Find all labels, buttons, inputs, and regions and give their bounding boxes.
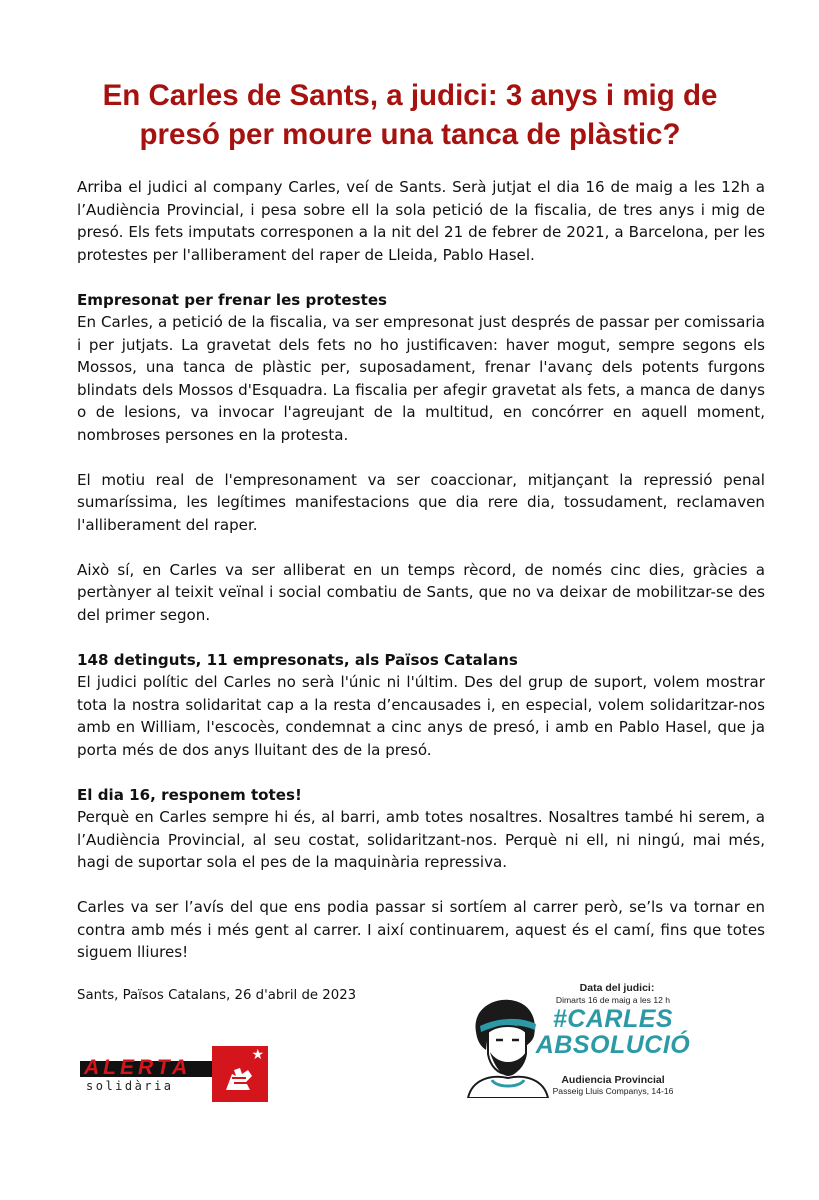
article-body [77, 176, 765, 1006]
intro-paragraph: Arriba el judici al company Carles, veí de Sants. Serà jutjat el dia 16 de maig a les 12h a l’Audiència Provincial, i pesa sobre ell la sola petició de la fiscalia, de tres anys i mig de presó. Els fets imputats corresponen a la nit del 21 de febrer de 2021, a Barcelona, per les protestes per l'alliberament del raper de Lleida, Pablo Hasel. [77, 178, 765, 264]
paragraph: El judici polític del Carles no serà l'únic ni l'últim. Des del grup de suport, volem mostrar tota la nostra solidaritat cap a la resta d’encausades i, en especial, volem solidaritzar-nos amb en William, l'escocès, condemnat a cinc anys de presó, i amb en Pablo Hasel, que ja porta més de dos anys lluitant des de la presó. [77, 673, 765, 759]
alerta-solidaria-logo [80, 1046, 270, 1106]
logo-subtitle: solidària [86, 1079, 174, 1093]
badge-venue: Audiencia Provincial [561, 1074, 665, 1086]
badge-heading: Data del judici: [579, 982, 655, 994]
hashtag-line-1: #CARLES [552, 1005, 674, 1033]
section-heading: Empresonat per frenar les protestes [77, 290, 388, 309]
paragraph: El motiu real de l'empresonament va ser coaccionar, mitjançant la repressió penal sumaríssima, les legítimes manifestacions que dia rere dia, tossudament, reclamaven l'alliberament del raper. [77, 470, 765, 534]
section-heading: 148 detinguts, 11 empresonats, als Països Catalans [77, 650, 518, 669]
carles-absolucio-badge [462, 978, 692, 1104]
badge-address: Passeig Lluis Companys, 14-16 [552, 1086, 674, 1096]
logo-word: ALERTA [84, 1056, 192, 1079]
hashtag-line-2: ABSOLUCIÓ [535, 1031, 691, 1059]
paragraph: En Carles, a petició de la fiscalia, va ser empresonat just després de passar per comissaria i per jutjats. La gravetat dels fets no ho justificaven: haver mogut, sempre segons els Mossos, una tanca de plàstic per, suposadament, frenar l'avanç dels potents furgons blindats dels Mossos d'Esquadra. La fiscalia per afegir gravetat als fets, a manca de danys o de lesions, va invocar l'agreujant de la multitud, en concórrer en aquell moment, nombroses persones en la protesta. [77, 313, 765, 444]
badge-datetime: Dimarts 16 de maig a les 12 h [555, 995, 671, 1005]
paragraph: Això sí, en Carles va ser alliberat en un temps rècord, de només cinc dies, gràcies a pertànyer al teixit veïnal i social combatiu de Sants, que no va deixar de mobilitzar-se des del primer segon. [77, 560, 765, 624]
logo-square [212, 1046, 268, 1102]
star-icon: ★ [251, 1047, 264, 1063]
paragraph: Carles va ser l’avís del que ens podia passar si sortíem al carrer però, se’ls va tornar en contra amb més i més gent al carrer. I així continuarem, aquest és el camí, fins que totes siguem lliures! [77, 898, 765, 961]
raised-fists-icon [222, 1060, 258, 1094]
section-heading: El dia 16, responem totes! [77, 785, 302, 804]
signature-date: Sants, Països Catalans, 26 d'abril de 2023 [77, 988, 357, 1003]
paragraph: Perquè en Carles sempre hi és, al barri, amb totes nosaltres. Nosaltres també hi serem, a l’Audiència Provincial, al seu costat, solidaritzant-nos. Perquè ni ell, ni ningú, mai més, hagi de suportar sola el pes de la maquinària repressiva. [77, 808, 765, 871]
badge-hashtag [532, 1006, 694, 1058]
page-title: En Carles de Sants, a judici: 3 anys i mig de presó per moure una tanca de plàstic? [102, 79, 718, 151]
